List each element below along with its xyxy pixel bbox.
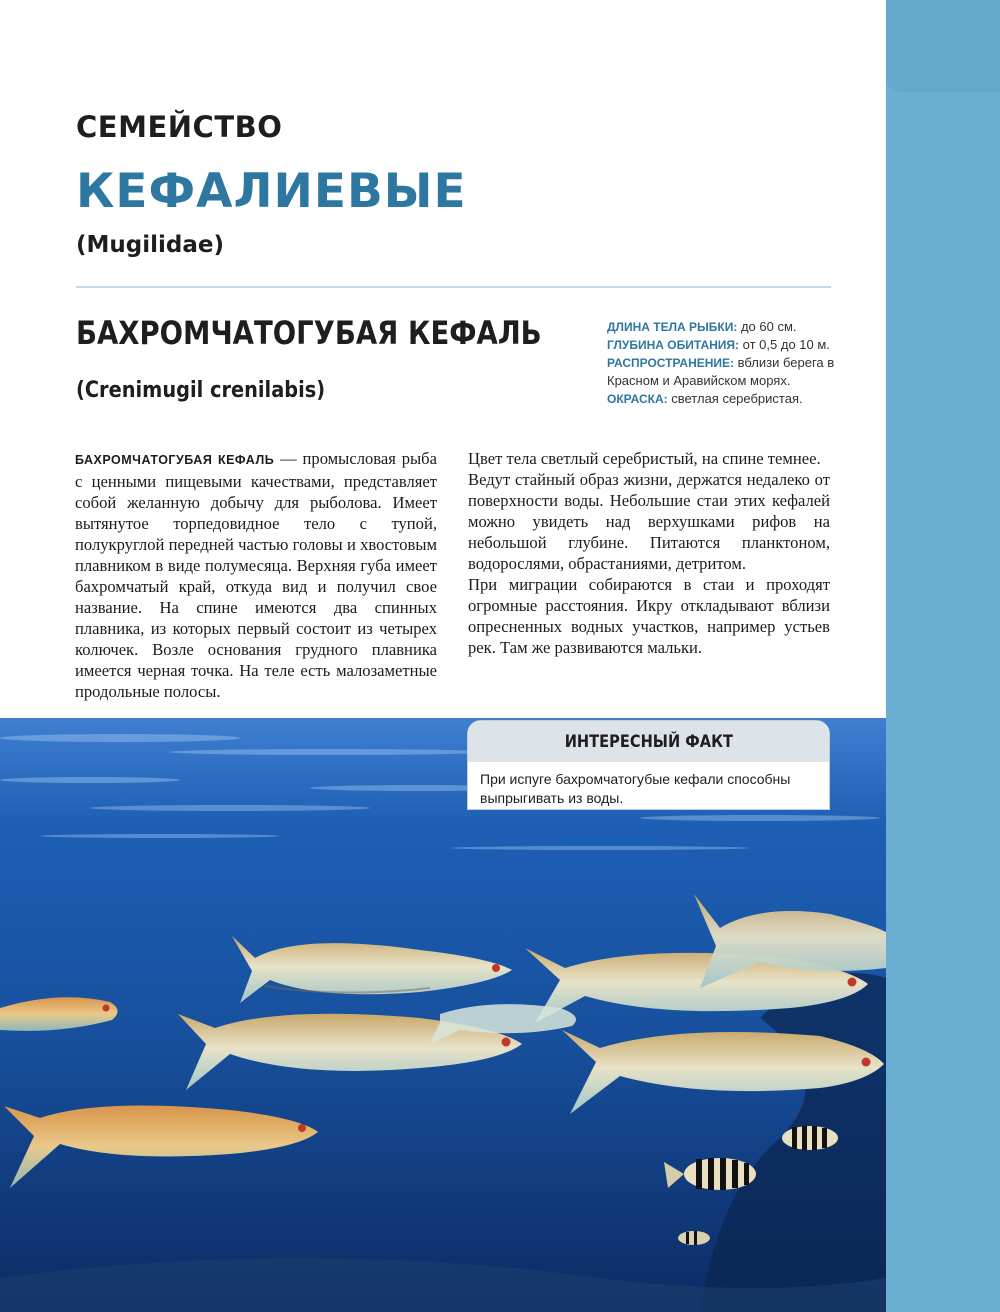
section-divider	[76, 286, 831, 288]
body-text-left-column	[75, 448, 437, 702]
species-latin-name: (Crenimugil crenilabis)	[76, 378, 326, 403]
interesting-fact-text: При испуге бахромчатогубые кефали способны выпрыгивать из воды.	[480, 771, 791, 806]
fact-color: ОКРАСКА: светлая серебристая.	[607, 391, 803, 406]
family-label: СЕМЕЙСТВО	[76, 110, 283, 144]
paragraph-color: Цвет тела светлый серебристый, на спине темнее.	[468, 449, 821, 468]
body-text-right-column	[468, 448, 830, 658]
fact-range: РАСПРОСТРАНЕНИЕ: вблизи берега в Красном и Аравийском морях.	[607, 355, 835, 388]
interesting-fact-title: ИНТЕРЕСНЫЙ ФАКТ	[468, 721, 829, 762]
fact-length: ДЛИНА ТЕЛА РЫБКИ: до 60 см.	[607, 319, 797, 334]
paragraph-lifestyle: Ведут стайный образ жизни, держатся недалеко от поверхности воды. Небольшие стаи этих кефалей можно увидеть над верхушками рифов на небольшой глубине. Питаются планктоном, водорослями, обрастаниями, детритом.	[468, 470, 830, 573]
paragraph-description: БАХРОМЧАТОГУБАЯ КЕФАЛЬ — промысловая рыба с ценными пищевыми качествами, представляет собой желанную добычу для рыболова. Имеет вытянутое торпедовидное тело с тупой, полукруглой передней частью головы и хвостовым плавником в виде полумесяца. Верхняя губа имеет бахромчатый край, откуда вид и получил свое название. На спине имеются два спинных плавника, из которых первый состоит из четырех колючек. Возле основания грудного плавника имеется черная точка. На теле есть малозаметные продольные полосы.	[75, 449, 437, 701]
family-name: КЕФАЛИЕВЫЕ	[76, 164, 467, 219]
fact-depth: ГЛУБИНА ОБИТАНИЯ: от 0,5 до 10 м.	[607, 337, 830, 352]
interesting-fact-box	[467, 720, 830, 810]
family-latin-name: (Mugilidae)	[76, 232, 224, 258]
paragraph-migration: При миграции собираются в стаи и проходят огромные расстояния. Икру откладывают вблизи опресненных водных участков, например устьев рек. Там же развиваются мальки.	[468, 575, 830, 657]
species-facts	[607, 318, 837, 408]
side-band-tab	[886, 0, 1000, 92]
species-title: БАХРОМЧАТОГУБАЯ КЕФАЛЬ	[76, 314, 542, 352]
lead-in-species-name: БАХРОМЧАТОГУБАЯ КЕФАЛЬ	[75, 453, 275, 467]
side-color-band	[886, 0, 1000, 1312]
